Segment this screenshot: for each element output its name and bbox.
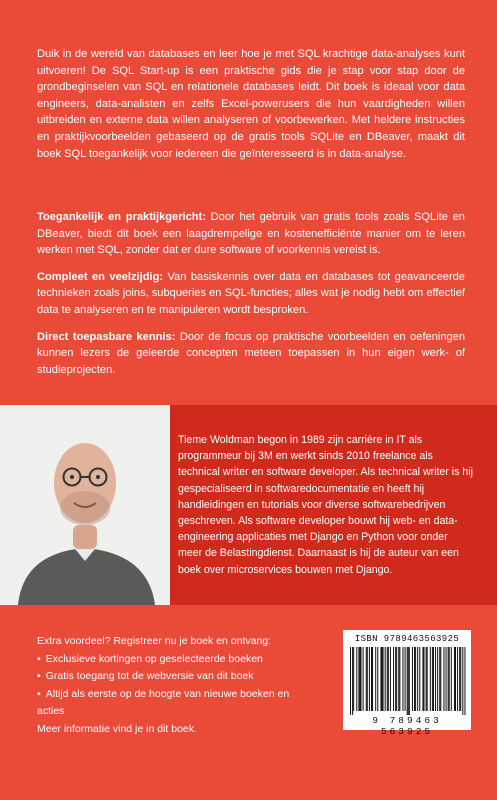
- barcode-bar: [424, 647, 425, 711]
- barcode-bar: [385, 647, 386, 711]
- barcode-bar: [369, 647, 370, 711]
- barcode-bar: [419, 647, 420, 711]
- barcode-bar: [371, 647, 372, 711]
- barcode-bar: [427, 647, 428, 711]
- barcode-bar: [432, 647, 433, 711]
- barcode-bar: [460, 647, 461, 711]
- barcode-bar: [353, 647, 354, 711]
- barcode-bar: [446, 647, 447, 711]
- barcode-bar: [367, 647, 368, 711]
- promo-block: [37, 633, 317, 739]
- barcode-bar: [462, 647, 463, 715]
- barcode-bar: [356, 647, 357, 711]
- barcode-bar: [415, 647, 416, 711]
- barcode-bar: [393, 647, 394, 711]
- promo-heading: Extra voordeel? Registreer nu je boek en ontvang:: [37, 635, 272, 647]
- barcode-bar: [422, 647, 423, 711]
- barcode-bar: [390, 647, 391, 711]
- feature-item: [37, 209, 465, 259]
- barcode-bar: [359, 647, 360, 711]
- promo-item: ▪ Gratis toegang tot de webversie van dit boek: [37, 668, 317, 686]
- author-photo: [0, 405, 170, 605]
- feature-text: Door de focus op praktische voorbeelden en oefeningen kunnen lezers de geleerde concepten meteen toepassen in hun eigen werk- of studieprojecten.: [37, 330, 466, 376]
- barcode-bar: [380, 647, 381, 711]
- barcode-bar: [361, 647, 362, 711]
- feature-heading: Direct toepasbare kennis:: [37, 330, 176, 343]
- feature-heading: Compleet en veelzijdig:: [37, 270, 164, 283]
- barcode-bar: [382, 647, 383, 711]
- promo-item: ▪ Altijd als eerste op de hoogte van nieuwe boeken en acties: [37, 686, 317, 721]
- barcode-bar: [372, 647, 373, 711]
- feature-item: [37, 269, 465, 319]
- barcode-bar: [352, 647, 353, 715]
- barcode-bar: [443, 647, 444, 711]
- barcode-bar: [403, 647, 404, 711]
- barcode-bar: [430, 647, 431, 711]
- barcode-bar: [437, 647, 438, 711]
- promo-list: [37, 651, 317, 721]
- barcode-bar: [454, 647, 455, 711]
- barcode-bar: [396, 647, 397, 711]
- barcode: [343, 630, 471, 737]
- barcode-bar: [426, 647, 427, 711]
- barcode-bar: [398, 647, 399, 711]
- barcode-bar: [448, 647, 449, 711]
- feature-heading: Toegankelijk en praktijkgericht:: [37, 211, 206, 223]
- barcode-bar: [358, 647, 359, 711]
- promo-footer: Meer informatie vind je in dit boek.: [37, 722, 197, 735]
- barcode-bar: [459, 647, 460, 711]
- author-bio: Tieme Woldman begon in 1989 zijn carrière in IT als programmeur bij 3M en werkt sinds 2010 freelance als technical writer en software developer. Als technical writer is hij gespecialiseerd in softwaredocumentatie en heeft hij handleidingen en tutorials voor diverse softwarebedrijven geschreven. Als software developer bouwt hij web- en data-engineering applicaties met Django en Python voor onder meer de Belastingdienst. Daarnaast is hij de auteur van een boek over microservices bouwen met Django.: [178, 434, 473, 576]
- barcode-bar: [433, 647, 434, 711]
- barcode-bar: [395, 647, 396, 711]
- barcode-bar: [375, 647, 376, 711]
- promo-item: ▪ Exclusieve kortingen op geselecteerde boeken: [37, 651, 317, 669]
- barcode-bar: [417, 647, 418, 711]
- barcode-bar: [457, 647, 458, 711]
- barcode-bar: [408, 647, 409, 715]
- isbn-digits: 9 789463 563925: [372, 715, 442, 737]
- barcode-bar: [439, 647, 440, 711]
- barcode-bar: [399, 647, 400, 711]
- feature-text: Door het gebruik van gratis tools zoals SQLite en DBeaver, biedt dit boek een laagdrempelige en kostenefficiënte manier om te leren werken met SQL, zonder dat er dure software of voorkennis vereist is.: [37, 211, 465, 257]
- barcode-bar: [435, 647, 436, 711]
- barcode-bar: [440, 647, 441, 711]
- barcode-bar: [388, 647, 389, 711]
- barcode-bar: [449, 647, 450, 711]
- barcode-bar: [405, 647, 406, 711]
- barcode-bar: [455, 647, 456, 711]
- barcode-bar: [387, 647, 388, 711]
- barcode-bar: [464, 647, 465, 715]
- intro-paragraph: Duik in de wereld van databases en leer hoe je met SQL krachtige data-analyses kunt uitvoeren! De SQL Start-up is een praktische gids die je stap voor stap door de grondbeginselen van SQL en relationele databases leidt. Dit boek is ideaal voor data engineers, data-analisten en zelfs Excel-powerusers die hun vaardigheden willen uitbreiden en externe data willen analyseren of voorbewerken. Met heldere instructies en praktijkvoorbeelden gebaseerd op de gratis tools SQLite en DBeaver, maakt dit boek SQL toegankelijk voor iedereen die geïnteresseerd is in data-analyse.: [37, 48, 465, 160]
- isbn-label: ISBN 9789463563925: [354, 634, 460, 644]
- barcode-bar: [350, 647, 351, 715]
- barcode-bar: [377, 647, 378, 711]
- feature-item: [37, 329, 465, 379]
- barcode-bar: [414, 647, 415, 711]
- barcode-bar: [363, 647, 364, 711]
- barcode-bar: [407, 647, 408, 715]
- barcode-bar: [366, 647, 367, 711]
- barcode-bar: [383, 647, 384, 711]
- barcode-bar: [451, 647, 452, 711]
- feature-text: Van basiskennis over data en databases tot geavanceerde technieken zoals joins, subqueries en SQL-functies; alles wat je nodig hebt om effectief data te analyseren en te manipuleren wordt besproken.: [37, 270, 465, 316]
- author-portrait-icon: [0, 405, 170, 605]
- barcode-bar: [409, 647, 410, 715]
- feature-list: [37, 209, 465, 388]
- barcode-bar: [412, 647, 413, 711]
